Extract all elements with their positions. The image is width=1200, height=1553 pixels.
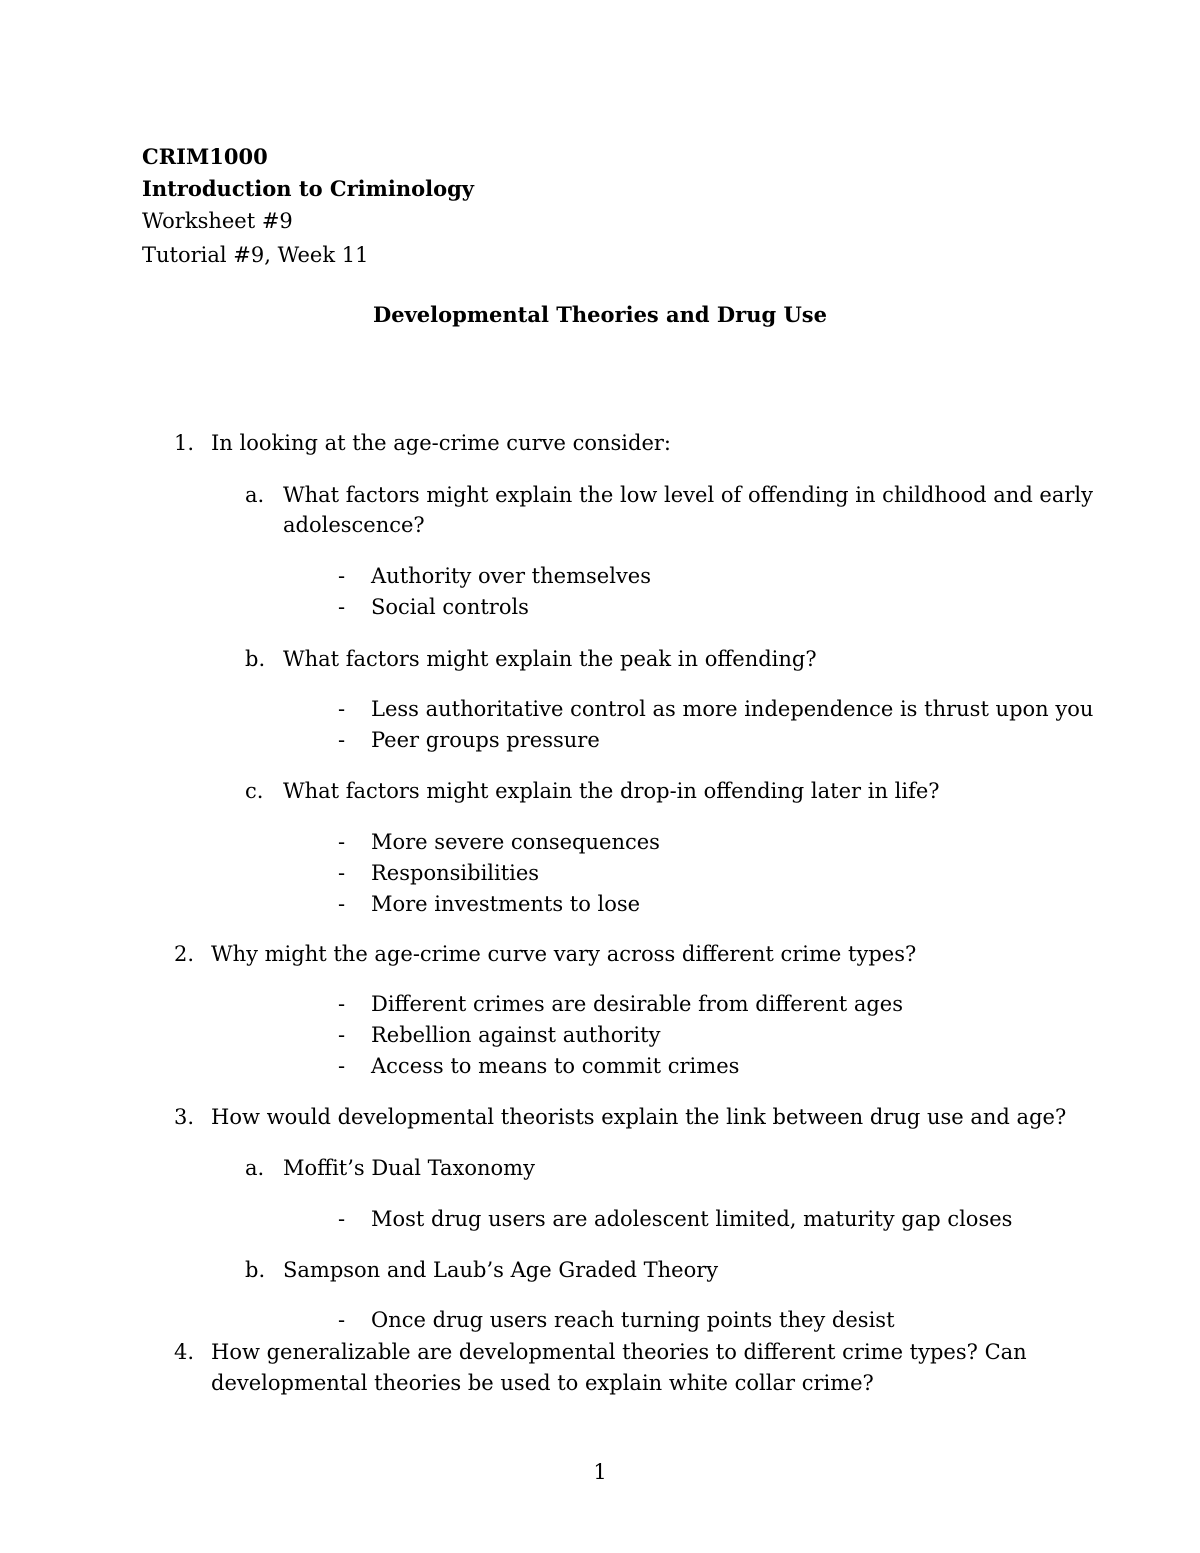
sub-question-letter: a.: [245, 1156, 265, 1180]
sub-question-letter: b.: [245, 647, 266, 671]
bullet-dash: -: [338, 1207, 346, 1231]
bullet-dash: -: [338, 697, 346, 721]
question-number: 1.: [174, 431, 195, 455]
question-text: How would developmental theorists explain the link between drug use and age?: [211, 1105, 1067, 1129]
bullet-dash: -: [338, 1023, 346, 1047]
sub-question-text: What factors might explain the drop-in offending later in life?: [283, 779, 940, 803]
sub-question-text: Moffit’s Dual Taxonomy: [283, 1156, 535, 1180]
question-number: 2.: [174, 942, 195, 966]
sub-question-text: What factors might explain the low level of offending in childhood and early: [283, 483, 1093, 507]
tutorial-label: Tutorial #9, Week 11: [142, 243, 369, 267]
answer-bullet: Access to means to commit crimes: [371, 1054, 740, 1078]
answer-bullet: More investments to lose: [371, 892, 641, 916]
answer-bullet: Different crimes are desirable from different ages: [371, 992, 903, 1016]
answer-bullet: Responsibilities: [371, 861, 540, 885]
answer-bullet: Less authoritative control as more independence is thrust upon you: [371, 697, 1094, 721]
answer-bullet: Most drug users are adolescent limited, maturity gap closes: [371, 1207, 1013, 1231]
sub-question-text: What factors might explain the peak in offending?: [283, 647, 817, 671]
answer-bullet: Authority over themselves: [371, 564, 651, 588]
question-text: How generalizable are developmental theories to different crime types? Can: [211, 1340, 1027, 1364]
bullet-dash: -: [338, 992, 346, 1016]
bullet-dash: -: [338, 564, 346, 588]
bullet-dash: -: [338, 830, 346, 854]
answer-bullet: Rebellion against authority: [371, 1023, 661, 1047]
question-text: In looking at the age-crime curve consider:: [211, 431, 672, 455]
sub-question-letter: c.: [245, 779, 264, 803]
worksheet-label: Worksheet #9: [142, 209, 293, 233]
bullet-dash: -: [338, 861, 346, 885]
answer-bullet: Peer groups pressure: [371, 728, 600, 752]
sub-question-letter: a.: [245, 483, 265, 507]
page-title: Developmental Theories and Drug Use: [373, 302, 827, 327]
answer-bullet: Once drug users reach turning points they desist: [371, 1308, 895, 1332]
bullet-dash: -: [338, 892, 346, 916]
bullet-dash: -: [338, 1308, 346, 1332]
question-text: Why might the age-crime curve vary across different crime types?: [211, 942, 917, 966]
course-code: CRIM1000: [142, 144, 268, 169]
answer-bullet: More severe consequences: [371, 830, 660, 854]
sub-question-text-continued: adolescence?: [283, 513, 425, 537]
course-title: Introduction to Criminology: [142, 176, 474, 201]
sub-question-text: Sampson and Laub’s Age Graded Theory: [283, 1258, 719, 1282]
page-number: 1: [593, 1460, 607, 1484]
question-text-continued: developmental theories be used to explain white collar crime?: [211, 1371, 874, 1395]
bullet-dash: -: [338, 595, 346, 619]
bullet-dash: -: [338, 728, 346, 752]
question-number: 3.: [174, 1105, 195, 1129]
question-number: 4.: [174, 1340, 195, 1364]
sub-question-letter: b.: [245, 1258, 266, 1282]
bullet-dash: -: [338, 1054, 346, 1078]
answer-bullet: Social controls: [371, 595, 529, 619]
